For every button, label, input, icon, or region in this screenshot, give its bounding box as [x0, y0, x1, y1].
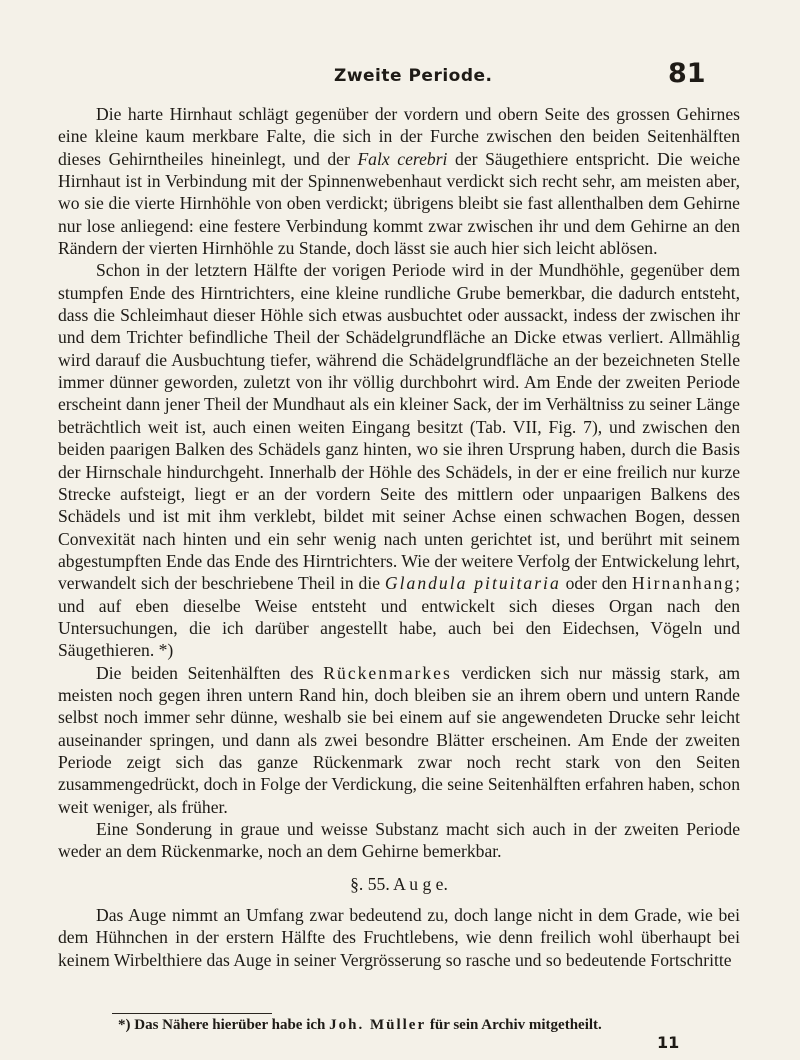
- footnote: *) Das Nähere hierüber habe ich Joh. Müller für sein Archiv mitgetheilt.: [118, 1017, 602, 1033]
- term-falx-cerebri: Falx cerebri: [357, 148, 448, 169]
- term-glandula-pituitaria: Glandula pituitaria: [384, 573, 561, 594]
- section-heading: §. 55. A u g e.: [350, 873, 448, 894]
- page-number: 81: [668, 58, 706, 89]
- body-text: [58, 103, 740, 971]
- footnote-author: Joh. Müller: [329, 1017, 427, 1033]
- page-header: [0, 58, 800, 98]
- sheet-signature: 11: [657, 1033, 680, 1052]
- paragraph-auge: Das Auge nimmt an Umfang zwar bedeutend zu, doch lange nicht in dem Grade, wie bei dem Hühnchen in der erstern Hälfte des Fruchtlebens, wie denn freilich wohl überhaupt bei keinem Wirbelthiere das Auge in seiner Vergrösserung so rasche und so bedeutende Fortschritte: [58, 905, 740, 970]
- paragraph-rueckenmark: Die beiden Seitenhälften des Rückenmarkes verdicken sich nur mässig stark, am meisten noch gegen ihren untern Rand hin, doch bleiben sie an ihrem obern und untern Rande selbst noch immer sehr dünne, weshalb sie bei einem auf sie angewendeten Drucke sehr leicht auseinander springen, und dann als zwei besondre Blätter erscheinen. Am Ende der zweiten Periode zeigt sich das ganze Rückenmark zwar noch recht stark von den Seiten zusammengedrückt, doch in Folge der Verdickung, die seine Seitenhälften erfahren haben, schon weit weniger, als früher.: [58, 662, 741, 817]
- paragraph-hypophysis: Schon in der letztern Hälfte der vorigen Periode wird in der Mundhöhle, gegenüber dem stumpfen Ende des Hirntrichters, eine kleine rundliche Grube bemerkbar, die dadurch entsteht, dass die Schleimhaut dieser Höhle sich etwas ausbuchtet oder aussackt, indess der zwischen ihr und dem Trichter befindliche Theil der Schädelgrundfläche an Dicke etwas verliert. Allmählig wird darauf die Ausbuchtung tiefer, während die Schädelgrundfläche an der bezeichneten Stelle immer dünner geworden, zuletzt von ihr völlig durchbohrt wird. Am Ende der zweiten Periode erscheint dann jener Theil der Mundhaut als ein kleiner Sack, der im Verhältniss zu seiner Länge beträchtlich weit ist, auch einen weiten Eingang besitzt (Tab. VII, Fig. 7), und zwischen den beiden paarigen Balken des Schädels ganz hinten, wo sie ihren Ursprung haben, durch die Basis der Hirnschale hindurchgeht. Innerhalb der Höhle des Schädels, in der er eine freilich nur kurze Strecke aufsteigt, liegt er an der vordern Seite des mittlern oder unpaarigen Balkens des Schädels und ist mit ihm verklebt, bildet mit seiner Achse einen schwachen Bogen, dessen Convexität nach hinten und ein sehr wenig nach unten gerichtet ist, und berührt mit seinem abgestumpften Ende das Ende des Hirntrichters. Wie der weitere Verfolg der Entwickelung lehrt, verwandelt sich der beschriebene Theil in die Glandula pituitaria oder den Hirnanhang; und auf eben dieselbe Weise entsteht und entwickelt sich dieses Organ nach den Untersuchungen, die ich darüber angestellt habe, auch bei den Eidechsen, Vögeln und Säugethieren. *): [58, 260, 740, 661]
- paragraph-substanz: Eine Sonderung in graue und weisse Substanz macht sich auch in der zweiten Periode weder an dem Rückenmarke, noch an dem Gehirne bemerkbar.: [58, 819, 740, 862]
- paragraph-falx: Die harte Hirnhaut schlägt gegenüber der vordern und obern Seite des grossen Gehirnes eine kleine kaum merkbare Falte, die sich in der Furche zwischen den beiden Seitenhälften dieses Gehirntheiles hineinlegt, und der Falx cerebri der Säugethiere entspricht. Die weiche Hirnhaut ist in Verbindung mit der Spinnenwebenhaut verdickt sich recht sehr, am meisten aber, wo sie die vierte Hirnhöhle von oben verdickt; übrigens bleibt sie fast allenthalben dem Gehirne nur lose anliegend: eine festere Verbindung kommt zwar zwischen ihr und dem Gehirne an den Rändern der vierten Hirnhöhle zu Stande, doch lässt sie auch hier sich leicht ablösen.: [58, 104, 740, 259]
- running-head: Zweite Periode.: [334, 66, 493, 86]
- term-hirnanhang: Hirnanhang: [632, 573, 736, 594]
- footnote-rule: [112, 1013, 272, 1014]
- term-rueckenmark: Rückenmarkes: [323, 662, 452, 683]
